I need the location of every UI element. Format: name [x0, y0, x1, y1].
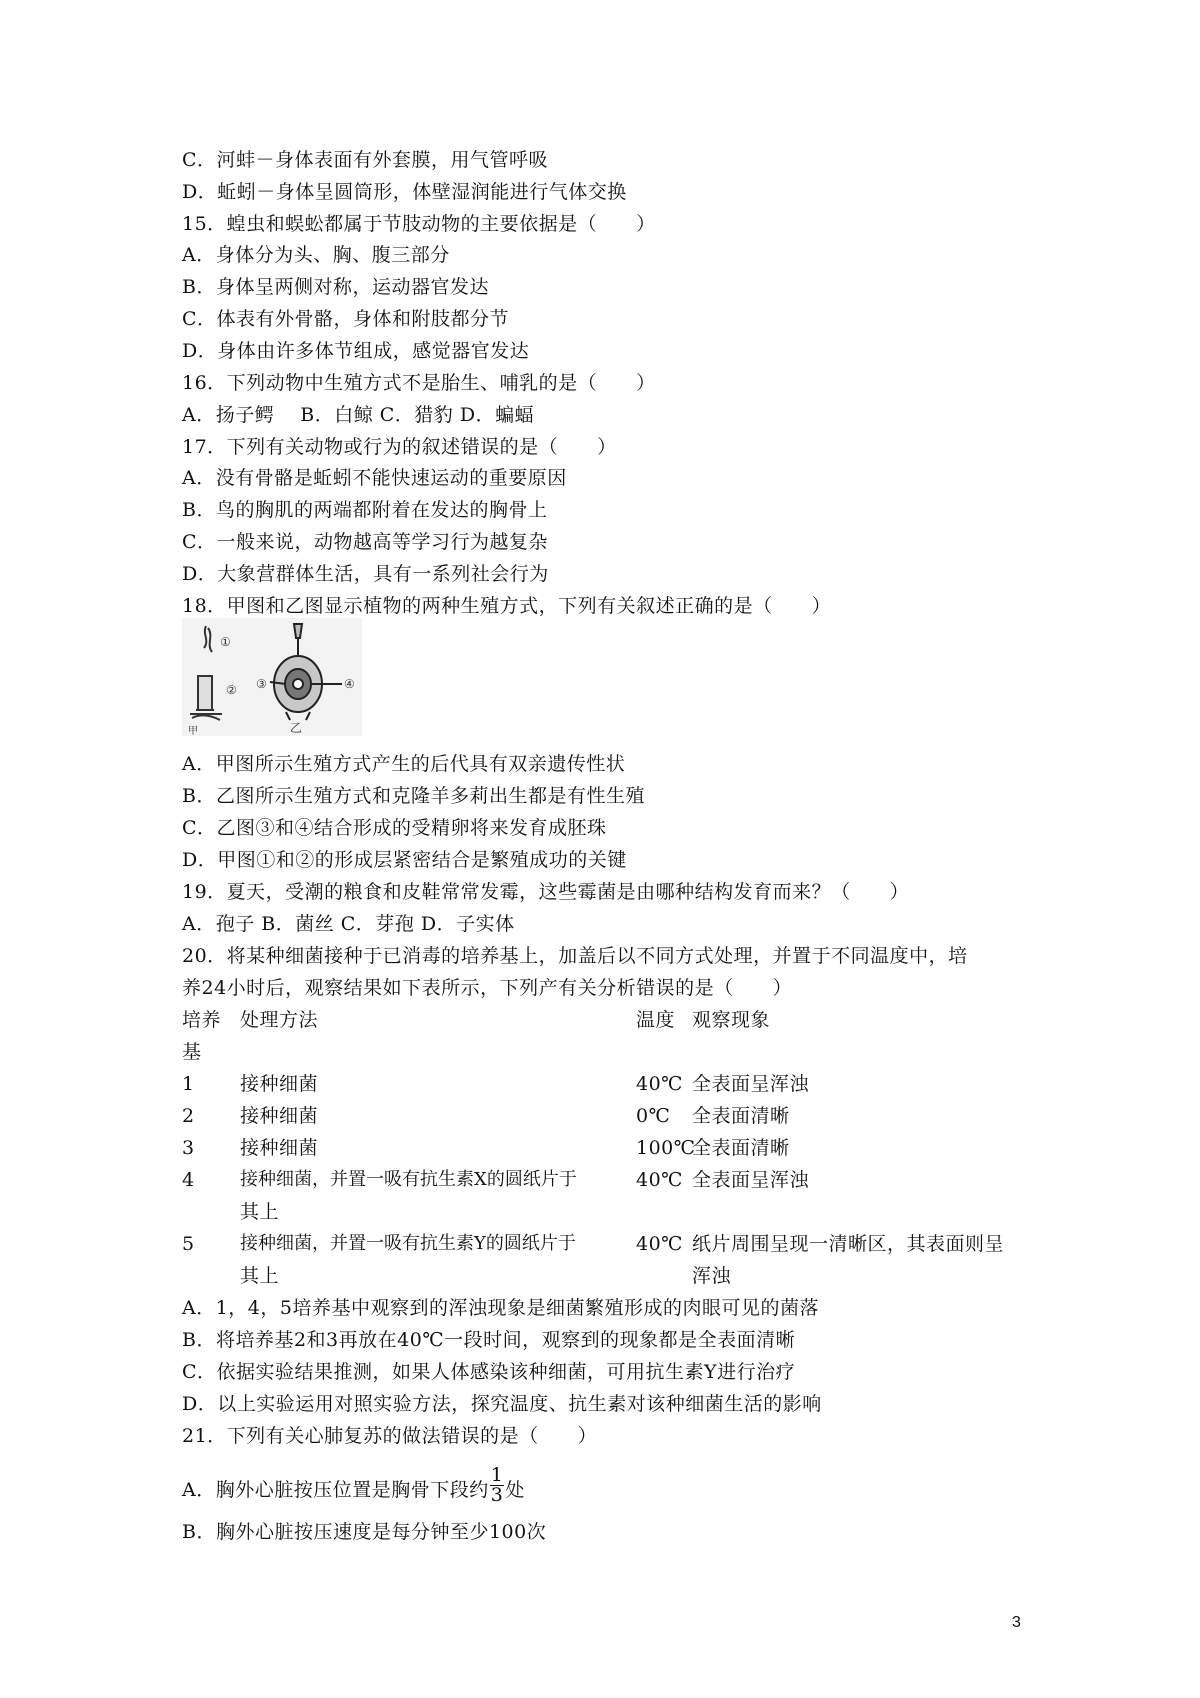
label-one: ①: [220, 635, 231, 649]
header-medium-cont: 基: [182, 1041, 202, 1063]
row-method: 接种细菌: [240, 1073, 319, 1095]
q20-option-c: C．依据实验结果推测，如果人体感染该种细菌，可用抗生素Y进行治疗: [182, 1361, 796, 1383]
q20-option-a: A．1，4，5培养基中观察到的浑浊现象是细菌繁殖形成的肉眼可见的菌落: [182, 1297, 819, 1319]
row-temp: 40℃: [636, 1233, 683, 1255]
q17-stem: 17．下列有关动物或行为的叙述错误的是（ ）: [182, 436, 617, 458]
row-temp: 40℃: [636, 1073, 683, 1095]
row-method-cont: 其上: [240, 1201, 280, 1223]
fraction-numerator: 1: [490, 1463, 504, 1486]
row-observation: 全表面呈浑浊: [692, 1073, 810, 1095]
label-two: ②: [226, 683, 237, 697]
q21-option-a-suffix: 处: [505, 1479, 525, 1501]
header-method: 处理方法: [240, 1009, 319, 1031]
row-id: 4: [182, 1169, 195, 1191]
q20-stem-line1: 20．将某种细菌接种于已消毒的培养基上，加盖后以不同方式处理，并置于不同温度中，培: [182, 945, 968, 967]
row-temp: 0℃: [636, 1105, 671, 1127]
row-method: 接种细菌: [240, 1105, 319, 1127]
q17-option-b: B．鸟的胸肌的两端都附着在发达的胸骨上: [182, 499, 548, 521]
row-temp: 100℃: [636, 1137, 696, 1159]
q17-option-a: A．没有骨骼是蚯蚓不能快速运动的重要原因: [182, 467, 567, 489]
row-observation: 纸片周围呈现一清晰区，其表面则呈: [692, 1233, 1005, 1255]
q20-option-d: D．以上实验运用对照实验方法，探究温度、抗生素对该种细菌生活的影响: [182, 1393, 822, 1415]
header-observation: 观察现象: [692, 1009, 771, 1031]
caption-yi: 乙: [290, 721, 303, 735]
label-three: ③: [256, 677, 267, 691]
row-method: 接种细菌: [240, 1137, 319, 1159]
q15-option-a: A．身体分为头、胸、腹三部分: [182, 244, 450, 266]
row-method-cont: 其上: [240, 1265, 280, 1287]
row-method: 接种细菌，并置一吸有抗生素X的圆纸片于: [240, 1169, 577, 1190]
q20-stem-line2: 养24小时后，观察结果如下表所示，下列产有关分析错误的是（ ）: [182, 977, 793, 999]
q15-option-b: B．身体呈两侧对称，运动器官发达: [182, 276, 489, 298]
q14-option-d: D．蚯蚓－身体呈圆筒形，体壁湿润能进行气体交换: [182, 181, 627, 203]
q18-option-c: C．乙图③和④结合形成的受精卵将来发育成胚珠: [182, 817, 607, 839]
fraction-one-third: [490, 1463, 505, 1506]
row-observation-cont: 浑浊: [692, 1265, 732, 1287]
plant-reproduction-figure: [182, 618, 362, 736]
q16-stem: 16．下列动物中生殖方式不是胎生、哺乳的是（ ）: [182, 372, 656, 394]
q18-option-b: B．乙图所示生殖方式和克隆羊多莉出生都是有性生殖: [182, 785, 645, 807]
figure-drawing: [182, 618, 362, 736]
caption-jia: 甲: [188, 726, 198, 736]
q21-option-a: [182, 1463, 525, 1512]
row-id: 5: [182, 1233, 195, 1255]
q21-option-a-text: A．胸外心脏按压位置是胸骨下段约: [182, 1479, 489, 1501]
label-four: ④: [344, 677, 355, 691]
q15-stem: 15．蝗虫和蜈蚣都属于节肢动物的主要依据是（ ）: [182, 213, 656, 235]
row-observation: 全表面清晰: [692, 1137, 790, 1159]
header-medium: 培养: [182, 1009, 222, 1031]
fraction-denominator: 3: [490, 1483, 504, 1506]
q16-options: A．扬子鳄 B．白鲸 C．猎豹 D．蝙蝠: [182, 404, 535, 426]
q17-option-c: C．一般来说，动物越高等学习行为越复杂: [182, 531, 549, 553]
q21-stem: 21．下列有关心肺复苏的做法错误的是（ ）: [182, 1425, 598, 1447]
q19-options: A．孢子 B．菌丝 C．芽孢 D．子实体: [182, 913, 515, 935]
row-temp: 40℃: [636, 1169, 683, 1191]
q17-option-d: D．大象营群体生活，具有一系列社会行为: [182, 563, 549, 585]
row-id: 3: [182, 1137, 195, 1159]
row-id: 2: [182, 1105, 195, 1127]
q18-option-d: D．甲图①和②的形成层紧密结合是繁殖成功的关键: [182, 849, 627, 871]
row-method: 接种细菌，并置一吸有抗生素Y的圆纸片于: [240, 1233, 576, 1254]
q20-option-b: B．将培养基2和3再放在40℃一段时间，观察到的现象都是全表面清晰: [182, 1329, 796, 1351]
page-number: 3: [1012, 1614, 1021, 1631]
q14-option-c: C．河蚌－身体表面有外套膜，用气管呼吸: [182, 149, 549, 171]
q21-option-b: B．胸外心脏按压速度是每分钟至少100次: [182, 1521, 547, 1543]
q18-stem: 18．甲图和乙图显示植物的两种生殖方式，下列有关叙述正确的是（ ）: [182, 595, 832, 617]
q15-option-c: C．体表有外骨骼，身体和附肢都分节: [182, 308, 510, 330]
row-observation: 全表面呈浑浊: [692, 1169, 810, 1191]
q18-option-a: A．甲图所示生殖方式产生的后代具有双亲遗传性状: [182, 753, 626, 775]
header-temperature: 温度: [636, 1009, 676, 1031]
row-id: 1: [182, 1073, 195, 1095]
row-observation: 全表面清晰: [692, 1105, 790, 1127]
q15-option-d: D．身体由许多体节组成，感觉器官发达: [182, 340, 530, 362]
q19-stem: 19．夏天，受潮的粮食和皮鞋常常发霉，这些霉菌是由哪种结构发育而来？（ ）: [182, 881, 910, 903]
